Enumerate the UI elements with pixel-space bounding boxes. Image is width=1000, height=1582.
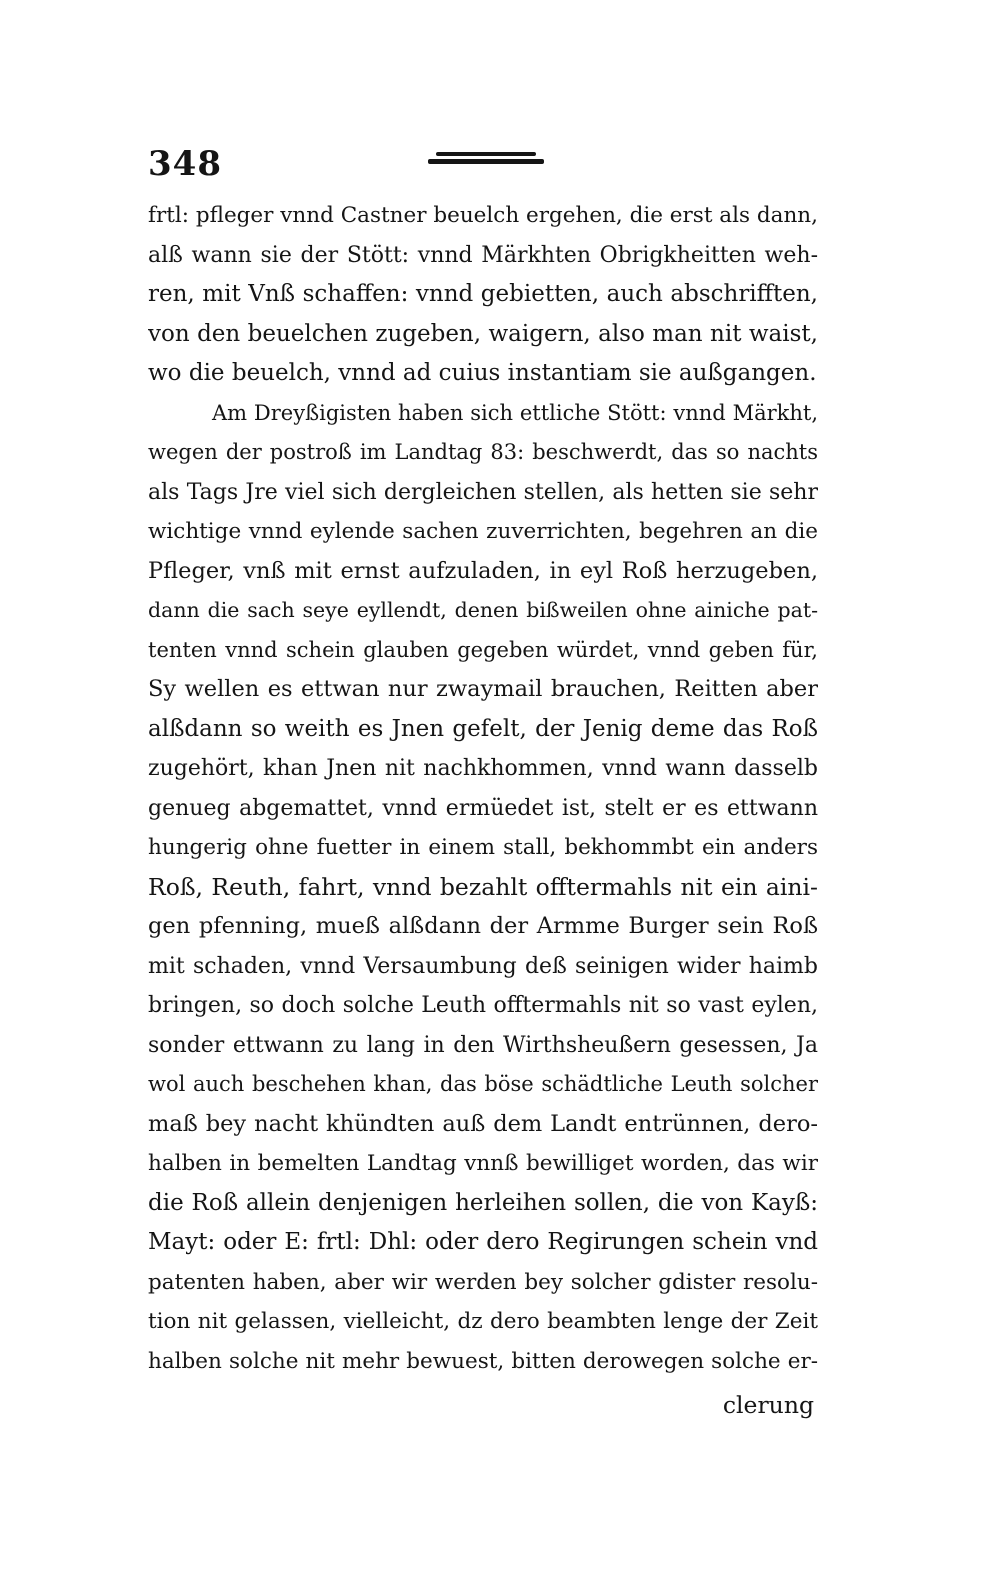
text-line-23: wol auch beschehen khan, das böse schädtliche Leuth solcher (148, 1072, 818, 1096)
text-line-11: dann die sach seye eyllendt, denen bißweilen ohne ainiche pat- (148, 598, 818, 622)
ornament-bar-bottom (428, 159, 544, 164)
text-line-22: sonder ettwann zu lang in den Wirthsheußern gesessen, Ja (148, 1032, 818, 1058)
text-line-16: genueg abgemattet, vnnd ermüedet ist, stelt er es ettwann (148, 795, 818, 821)
text-line-24: maß bey nacht khündten auß dem Landt entrünnen, dero- (148, 1110, 818, 1137)
text-line-18: Roß, Reuth, fahrt, vnnd bezahlt offtermahls nit ein aini- (148, 872, 818, 901)
text-line-10: Pfleger, vnß mit ernst aufzuladen, in eyl Roß herzugeben, (148, 557, 818, 584)
text-line-2: alß wann sie der Stött: vnnd Märkhten Obrigkheitten weh- (148, 242, 818, 268)
text-line-26: die Roß allein denjenigen herleihen sollen, die von Kayß: (148, 1189, 818, 1216)
text-line-5: wo die beuelch, vnnd ad cuius instantiam sie außgangen. (148, 360, 817, 386)
page-number: 348 (148, 144, 222, 184)
text-line-27: Mayt: oder E: frtl: Dhl: oder dero Regirungen schein vnd (148, 1229, 818, 1255)
text-line-17: hungerig ohne fuetter in einem stall, bekhommbt ein anders (148, 835, 818, 860)
text-line-3: ren, mit Vnß schaffen: vnnd gebietten, auch abschrifften, (148, 281, 818, 307)
catchword: clerung (722, 1391, 814, 1419)
text-line-29: tion nit gelassen, vielleicht, dz dero beambten lenge der Zeit (148, 1309, 818, 1334)
text-line-6: Am Dreyßigisten haben sich ettliche Stött: vnnd Märkht, (212, 400, 818, 425)
ornament-bar-top (436, 152, 536, 156)
text-line-4: von den beuelchen zugeben, waigern, also man nit waist, (148, 320, 818, 347)
header-rule-ornament (428, 152, 544, 164)
text-line-1: frtl: pfleger vnnd Castner beuelch ergehen, die erst als dann, (148, 203, 818, 228)
text-line-14: alßdann so weith es Jnen gefelt, der Jenig deme das Roß (148, 715, 818, 742)
text-line-25: halben in bemelten Landtag vnnß bewilliget worden, das wir (148, 1151, 818, 1176)
text-line-12: tenten vnnd schein glauben gegeben würdet, vnnd geben für, (148, 637, 818, 662)
text-line-9: wichtige vnnd eylende sachen zuverrichten, begehren an die (148, 519, 818, 544)
text-line-19: gen pfenning, mueß alßdann der Armme Burger sein Roß (148, 913, 818, 939)
text-line-28: patenten haben, aber wir werden bey solcher gdister resolu- (148, 1269, 818, 1295)
text-line-7: wegen der postroß im Landtag 83: beschwerdt, das so nachts (148, 440, 818, 464)
text-line-30: halben solche nit mehr bewuest, bitten derowegen solche er- (148, 1348, 818, 1374)
text-line-8: als Tags Jre viel sich dergleichen stellen, als hetten sie sehr (148, 479, 818, 505)
text-line-20: mit schaden, vnnd Versaumbung deß seinigen wider haimb (148, 953, 818, 979)
text-line-15: zugehört, khan Jnen nit nachkhommen, vnnd wann dasselb (148, 756, 818, 781)
body-text (148, 196, 818, 1381)
text-line-21: bringen, so doch solche Leuth offtermahls nit so vast eylen, (148, 993, 818, 1018)
text-line-13: Sy wellen es ettwan nur zwaymail brauchen, Reitten aber (148, 676, 818, 702)
